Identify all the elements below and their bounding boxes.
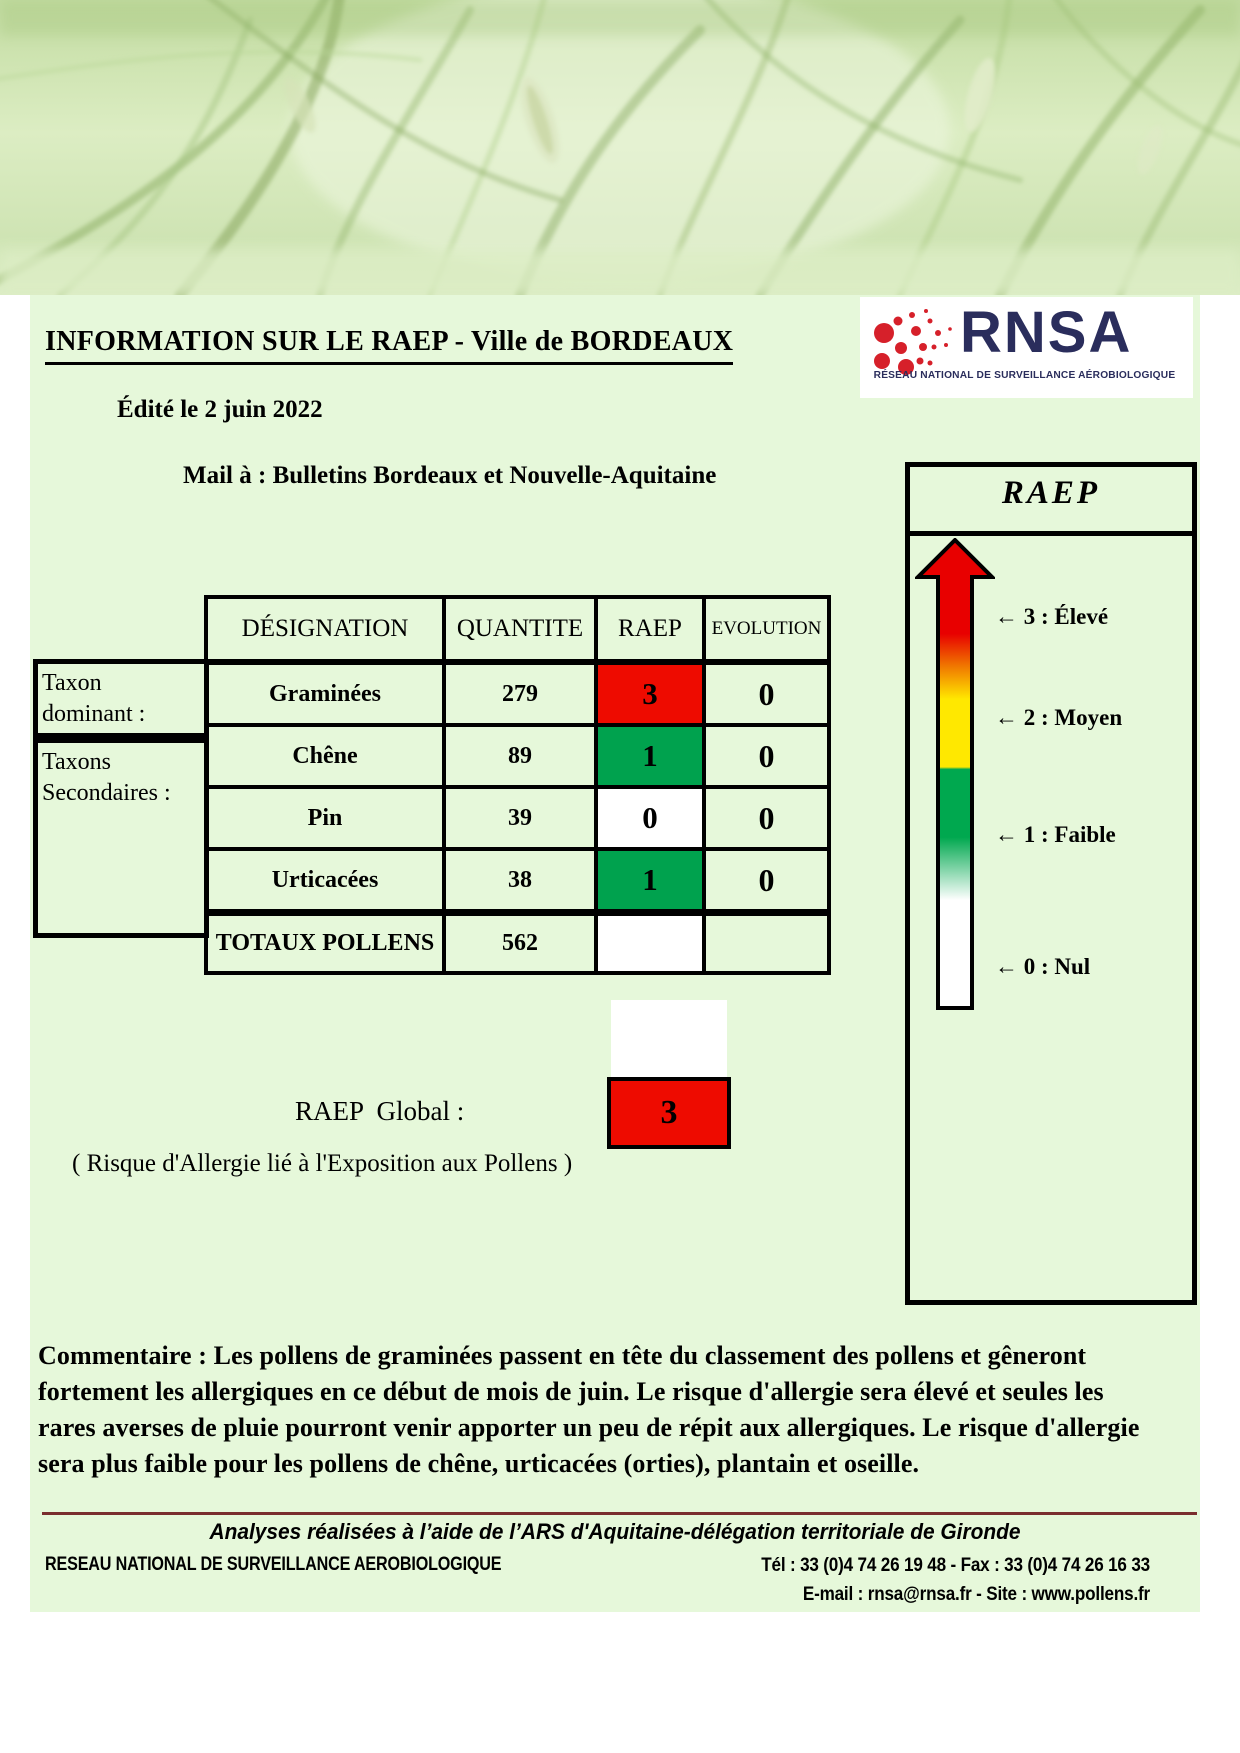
commentary-paragraph [38, 1338, 1198, 1482]
group-dominant-line2: dominant : [42, 701, 146, 727]
total-label: TOTAUX POLLENS [206, 913, 444, 974]
group-box-taxons-secondaires [33, 738, 209, 938]
table-row [206, 849, 829, 913]
taxon-name: Urticacées [206, 849, 444, 913]
raep-column-white-strip [611, 1000, 727, 1080]
footer-contact-block [600, 1551, 1150, 1609]
taxon-raep-value: 1 [596, 849, 704, 913]
taxon-name: Chêne [206, 725, 444, 787]
taxon-evolution: 0 [704, 662, 829, 725]
taxon-evolution: 0 [704, 849, 829, 913]
grass-photo-banner [0, 0, 1240, 295]
taxon-raep-value: 3 [596, 662, 704, 725]
scale-level-faible: ← 1 : Faible [995, 822, 1116, 847]
commentary-line: fortement les allergiques en ce début de mois de juin. Le risque d'allergie sera élevé et seules les [38, 1377, 1104, 1406]
table-row [206, 725, 829, 787]
table-row [206, 787, 829, 849]
taxon-name: Pin [206, 787, 444, 849]
rnsa-logo-tagline: RÉSEAU NATIONAL DE SURVEILLANCE AÉROBIOLOGIQUE [873, 369, 1176, 381]
taxon-quantity: 38 [444, 849, 596, 913]
raep-scale-title: RAEP [910, 467, 1192, 536]
raep-scale-panel [905, 462, 1197, 1305]
group-secondary-line2: Secondaires : [42, 780, 171, 806]
pollen-dots-icon [868, 303, 960, 379]
total-evolution-cell [704, 913, 829, 974]
edition-date: Édité le 2 juin 2022 [117, 396, 323, 423]
analyses-credit-line: Analyses réalisées à l’aide de l’ARS d'Aquitaine-délégation territoriale de Gironde [209, 1519, 1021, 1544]
raep-definition-caption: ( Risque d'Allergie lié à l'Exposition aux Pollens ) [72, 1150, 573, 1177]
taxon-raep-value: 1 [596, 725, 704, 787]
raep-global-label: RAEP Global : [295, 1096, 465, 1126]
group-box-taxon-dominant [33, 659, 209, 738]
footer-email-site: E-mail : rnsa@rnsa.fr - Site : www.pollens.fr [802, 1584, 1150, 1605]
footer-divider-line [42, 1512, 1197, 1515]
footer-tel-fax: Tél : 33 (0)4 74 26 19 48 - Fax : 33 (0)4 74 26 16 33 [761, 1555, 1150, 1576]
scale-level-nul: ← 0 : Nul [995, 954, 1091, 979]
commentary-line: sera plus faible pour les pollens de chêne, urticacées (orties), plantain et oseille. [38, 1449, 920, 1478]
col-header-evolution: EVOLUTION [704, 597, 829, 662]
taxon-raep-value: 0 [596, 787, 704, 849]
taxon-quantity: 39 [444, 787, 596, 849]
commentary-line: Commentaire : Les pollens de graminées passent en tête du classement des pollens et gêneront [38, 1341, 1087, 1370]
raep-global-value-box: 3 [607, 1077, 731, 1149]
taxon-evolution: 0 [704, 725, 829, 787]
taxon-evolution: 0 [704, 787, 829, 849]
col-header-designation: DÉSIGNATION [206, 597, 444, 662]
mail-recipients: Mail à : Bulletins Bordeaux et Nouvelle-Aquitaine [183, 462, 717, 489]
taxon-name: Graminées [206, 662, 444, 725]
taxon-quantity: 279 [444, 662, 596, 725]
table-row [206, 662, 829, 725]
taxon-quantity: 89 [444, 725, 596, 787]
rnsa-logo [860, 297, 1193, 398]
col-header-quantite: QUANTITE [444, 597, 596, 662]
total-raep-cell [596, 913, 704, 974]
rnsa-logo-text: RNSA [960, 300, 1133, 365]
col-header-raep: RAEP [596, 597, 704, 662]
commentary-line: rares averses de pluie pourront venir apporter un peu de répit aux allergiques. Le risque d'allergie [38, 1413, 1140, 1442]
raep-scale-arrow [915, 538, 995, 1010]
footer-organization-name: RESEAU NATIONAL DE SURVEILLANCE AEROBIOLOGIQUE [45, 1554, 502, 1575]
pollen-table [204, 595, 831, 975]
page-title: INFORMATION SUR LE RAEP - Ville de BORDEAUX [45, 326, 733, 365]
table-header-row [206, 597, 829, 662]
group-secondary-line1: Taxons [42, 749, 111, 775]
scale-level-moyen: ← 2 : Moyen [995, 705, 1123, 730]
total-quantity: 562 [444, 913, 596, 974]
table-total-row [206, 913, 829, 974]
scale-level-eleve: ← 3 : Élevé [995, 604, 1109, 629]
group-dominant-line1: Taxon [42, 670, 102, 696]
